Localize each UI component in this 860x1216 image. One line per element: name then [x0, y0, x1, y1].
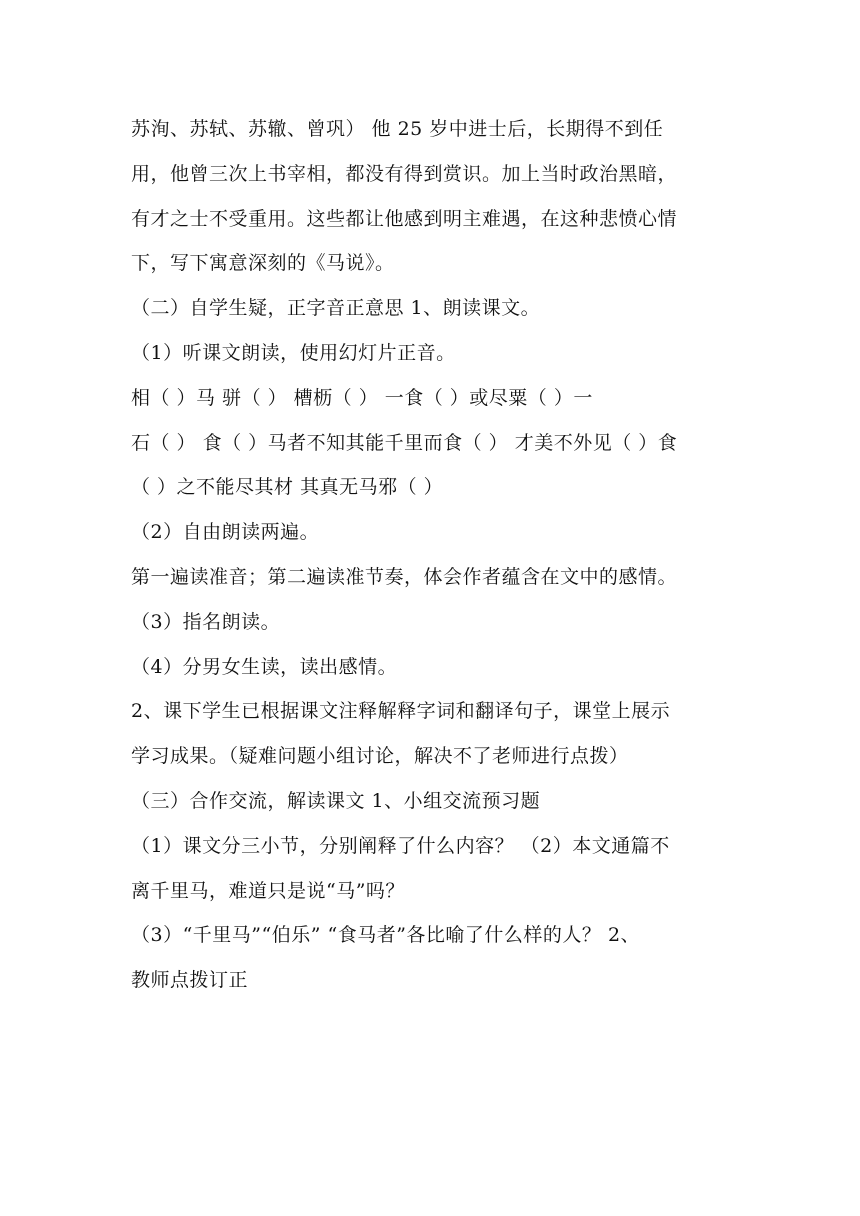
pronunciation-line-1: 相（ ）马 骈（ ） 槽枥（ ） 一食（ ）或尽粟（ ）一	[131, 386, 593, 409]
text-line-10: （2）自由朗读两遍。	[131, 521, 320, 544]
text-line-4: 下，写下寓意深刻的《马说》。	[131, 252, 395, 275]
question-line-3: （3）“千里马”“伯乐” “食马者”各比喻了什么样的人？ 2、	[131, 924, 641, 947]
section-heading-3: （三）合作交流，解读课文 1、小组交流预习题	[131, 789, 541, 812]
text-line-3: 有才之士不受重用。这些都让他感到明主难遇，在这种悲愤心情	[131, 207, 678, 230]
text-line-15: 学习成果。（疑难问题小组讨论，解决不了老师进行点拨）	[131, 745, 629, 768]
text-line-1: 苏洵、苏轼、苏辙、曾巩） 他 25 岁中进士后，长期得不到任	[131, 118, 664, 140]
text-line-2: 用，他曾三次上书宰相，都没有得到赏识。加上当时政治黑暗，	[131, 162, 678, 185]
text-line-20: 教师点拨订正	[131, 969, 249, 992]
question-line-1: （1）课文分三小节，分别阐释了什么内容？ （2）本文通篇不	[131, 834, 670, 857]
text-line-11: 第一遍读准音；第二遍读准节奏，体会作者蕴含在文中的感情。	[131, 565, 678, 588]
pronunciation-line-3: （ ）之不能尽其材 其真无马邪（ ）	[131, 476, 444, 499]
section-heading-2: （二）自学生疑，正字音正意思 1、朗读课文。	[131, 297, 541, 320]
question-line-2: 离千里马，难道只是说“马”吗？	[131, 879, 405, 902]
pronunciation-line-2: 石（ ） 食（ ）马者不知其能千里而食（ ） 才美不外见（ ）食	[131, 431, 678, 454]
document-body	[131, 107, 741, 1003]
text-line-14: 2、课下学生已根据课文注释解释字词和翻译句子，课堂上展示	[131, 700, 671, 723]
text-line-13: （4）分男女生读，读出感情。	[131, 655, 398, 678]
text-line-6: （1）听课文朗读，使用幻灯片正音。	[131, 341, 456, 364]
text-line-12: （3）指名朗读。	[131, 610, 281, 633]
